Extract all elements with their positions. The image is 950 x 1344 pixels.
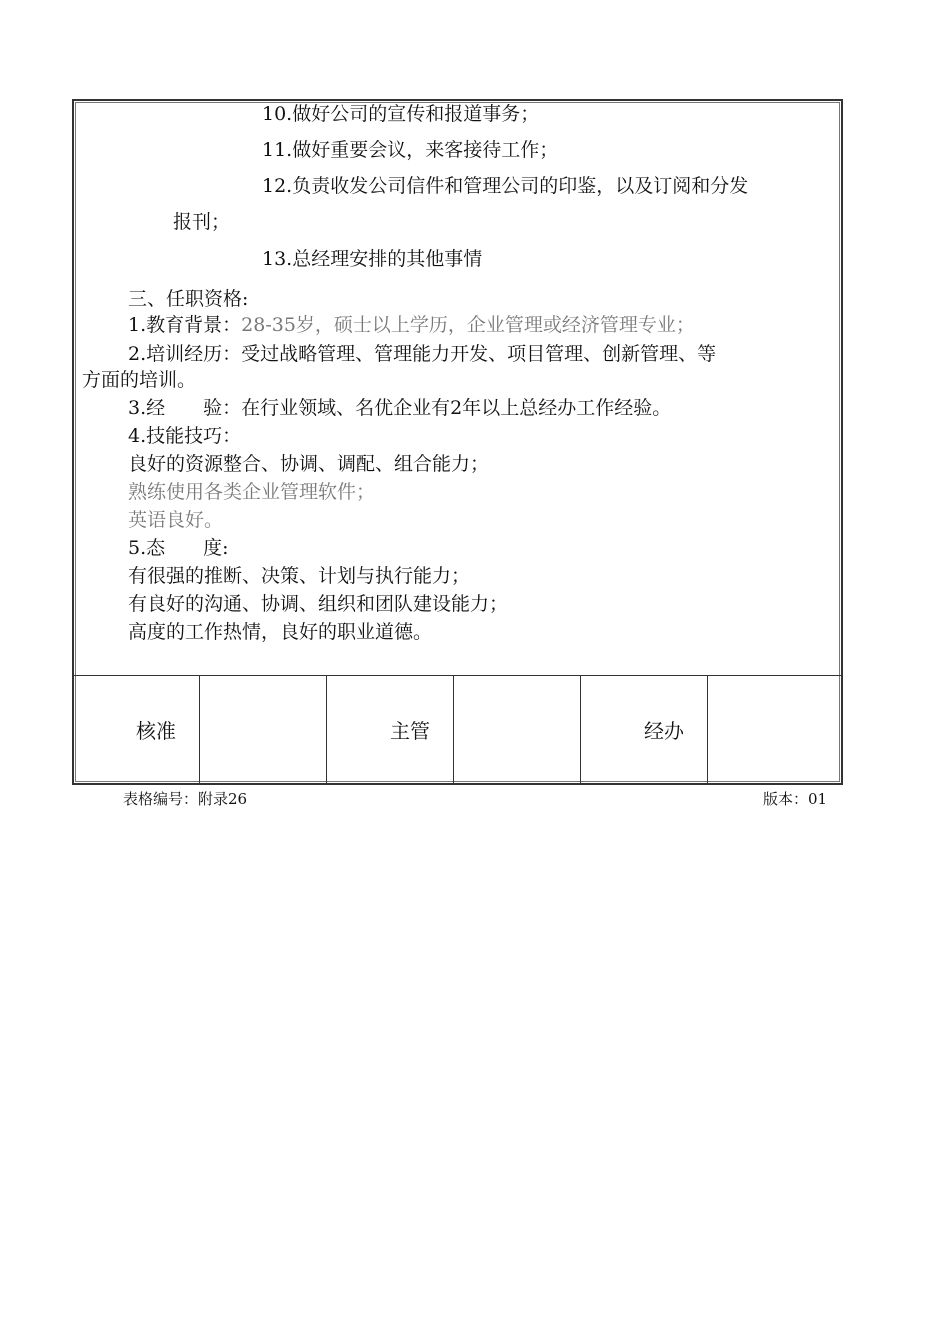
- duty-item-13: 13.总经理安排的其他事情: [262, 248, 483, 270]
- skill-item: 英语良好。: [128, 509, 224, 531]
- experience-line: 3.经 验：在行业领域、名优企业有2年以上总经办工作经验。: [128, 397, 672, 419]
- skills-heading: 4.技能技巧：: [128, 425, 242, 447]
- attitude-heading: 5.态 度:: [128, 537, 229, 559]
- education-row: [128, 314, 695, 336]
- attitude-item: 有良好的沟通、协调、组织和团队建设能力；: [128, 593, 509, 615]
- version-number: 版本：01: [763, 790, 828, 808]
- attitude-item: 高度的工作热情，良好的职业道德。: [128, 621, 433, 643]
- education-label: 1.教育背景：: [128, 314, 242, 336]
- supervisor-label-cell: [327, 676, 454, 784]
- training-line-2: 方面的培训。: [82, 369, 197, 391]
- handler-label-cell: [581, 676, 708, 784]
- duty-item-12: 12.负责收发公司信件和管理公司的印鉴，以及订阅和分发: [262, 175, 749, 197]
- approve-label-cell: [72, 676, 200, 784]
- approve-label: 核准: [136, 719, 176, 743]
- handler-label: 经办: [644, 719, 684, 743]
- training-line-1: 2.培训经历：受过战略管理、管理能力开发、项目管理、创新管理、等: [128, 343, 717, 365]
- duty-item-10: 10.做好公司的宣传和报道事务；: [262, 103, 540, 125]
- form-number: 表格编号：附录26: [123, 790, 248, 808]
- attitude-item: 有很强的推断、决策、计划与执行能力；: [128, 565, 471, 587]
- skill-item: 良好的资源整合、协调、调配、组合能力；: [128, 453, 490, 475]
- education-value: 28-35岁，硕士以上学历，企业管理或经济管理专业；: [241, 314, 695, 336]
- supervisor-sign-field[interactable]: [454, 676, 581, 784]
- approve-sign-field[interactable]: [200, 676, 327, 784]
- handler-sign-field[interactable]: [708, 676, 843, 784]
- supervisor-label: 主管: [390, 719, 430, 743]
- duty-item-11: 11.做好重要会议，来客接待工作；: [262, 139, 559, 161]
- qualifications-heading: 三、任职资格:: [128, 288, 249, 310]
- skill-item: 熟练使用各类企业管理软件；: [128, 481, 376, 503]
- duty-item-12-cont: 报刊；: [173, 211, 231, 233]
- signature-row: [72, 675, 843, 785]
